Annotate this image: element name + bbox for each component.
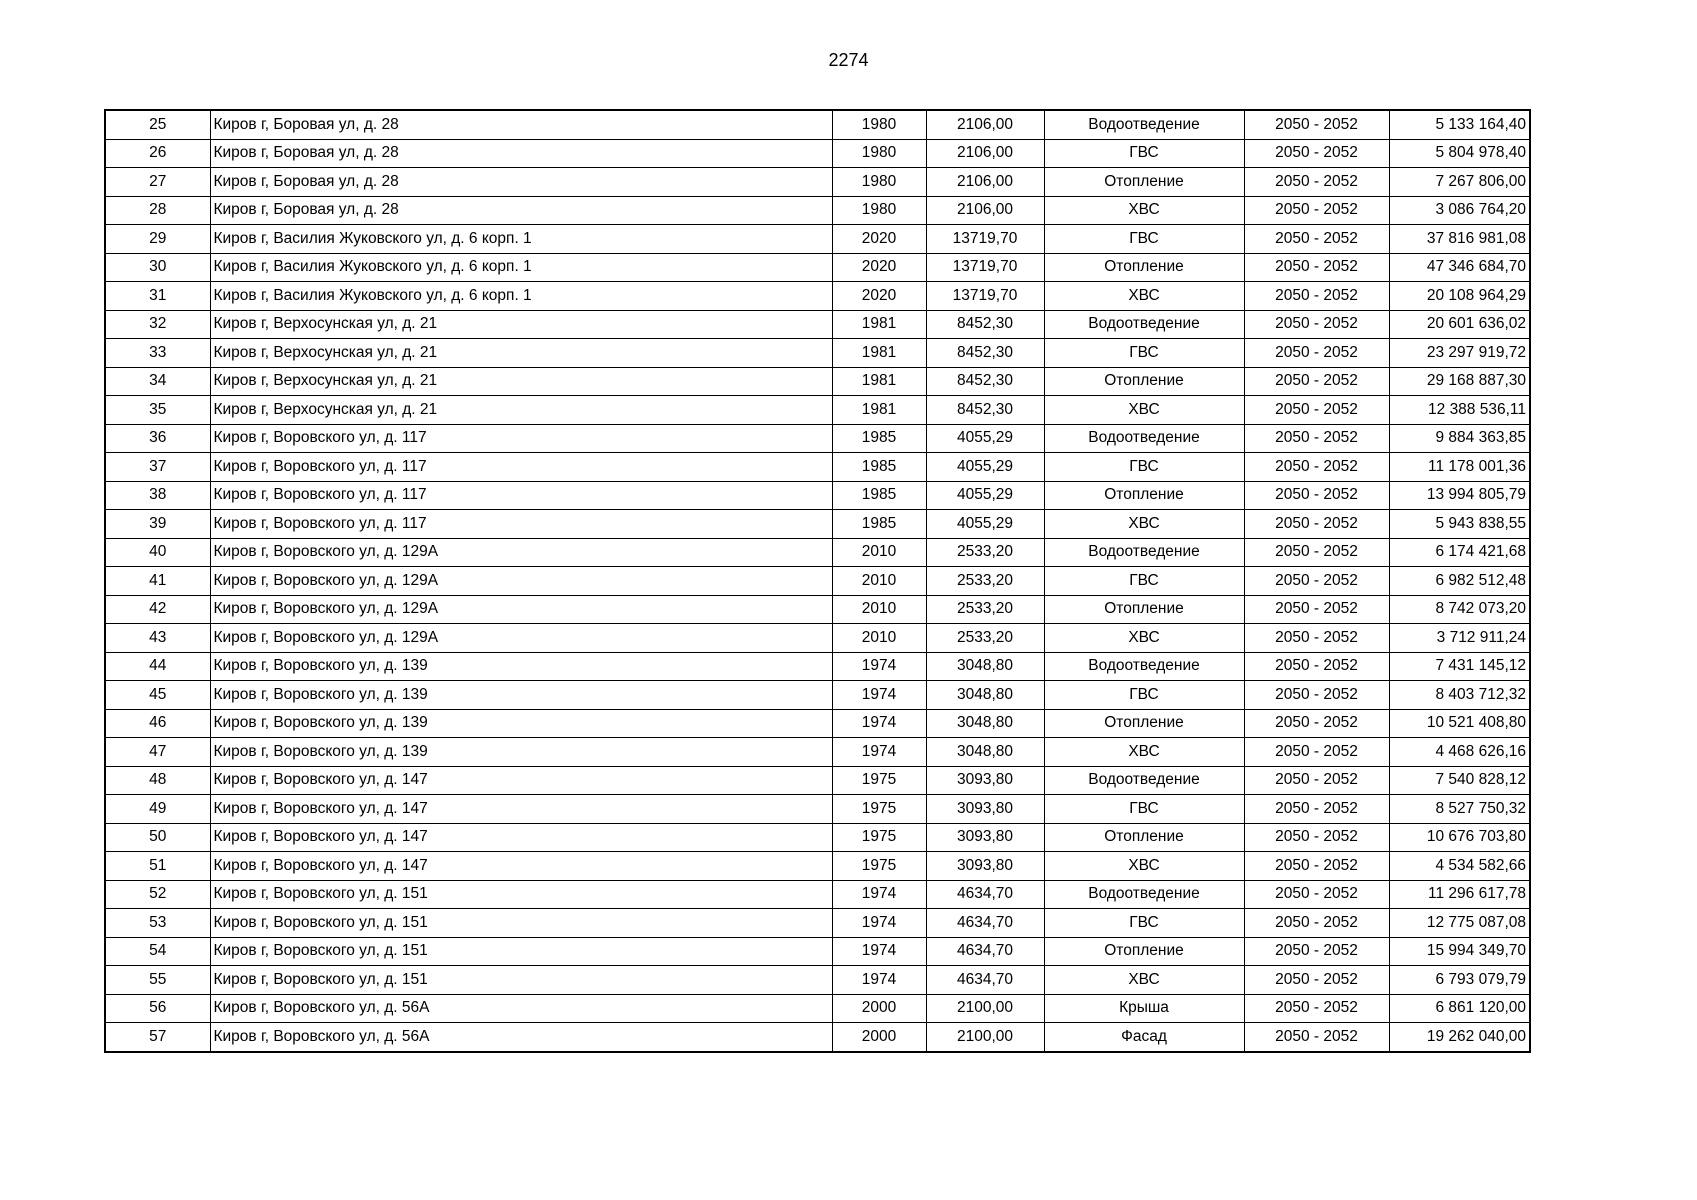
table-row bbox=[105, 1023, 1530, 1052]
period-cell: 2050 - 2052 bbox=[1244, 909, 1389, 938]
year-built-cell: 1980 bbox=[832, 110, 926, 139]
area-cell: 2106,00 bbox=[926, 168, 1044, 197]
period-cell: 2050 - 2052 bbox=[1244, 453, 1389, 482]
work-type-cell: Отопление bbox=[1044, 823, 1244, 852]
address-cell: Киров г, Воровского ул, д. 147 bbox=[210, 766, 832, 795]
year-built-cell: 2020 bbox=[832, 225, 926, 254]
area-cell: 4055,29 bbox=[926, 453, 1044, 482]
period-cell: 2050 - 2052 bbox=[1244, 396, 1389, 425]
work-type-cell: ГВС bbox=[1044, 339, 1244, 368]
work-type-cell: ГВС bbox=[1044, 453, 1244, 482]
address-cell: Киров г, Василия Жуковского ул, д. 6 корп. 1 bbox=[210, 253, 832, 282]
cost-cell: 12 388 536,11 bbox=[1389, 396, 1530, 425]
table-row bbox=[105, 823, 1530, 852]
page-number: 2274 bbox=[828, 50, 869, 70]
address-cell: Киров г, Воровского ул, д. 129А bbox=[210, 595, 832, 624]
table-row bbox=[105, 282, 1530, 311]
year-built-cell: 1981 bbox=[832, 367, 926, 396]
area-cell: 4055,29 bbox=[926, 510, 1044, 539]
table-row bbox=[105, 766, 1530, 795]
cost-cell: 10 521 408,80 bbox=[1389, 709, 1530, 738]
year-built-cell: 2000 bbox=[832, 994, 926, 1023]
work-type-cell: Водоотведение bbox=[1044, 880, 1244, 909]
period-cell: 2050 - 2052 bbox=[1244, 709, 1389, 738]
period-cell: 2050 - 2052 bbox=[1244, 766, 1389, 795]
area-cell: 3093,80 bbox=[926, 823, 1044, 852]
cost-cell: 23 297 919,72 bbox=[1389, 339, 1530, 368]
row-number-cell: 56 bbox=[105, 994, 210, 1023]
table-row bbox=[105, 909, 1530, 938]
address-cell: Киров г, Боровая ул, д. 28 bbox=[210, 110, 832, 139]
cost-cell: 20 601 636,02 bbox=[1389, 310, 1530, 339]
period-cell: 2050 - 2052 bbox=[1244, 652, 1389, 681]
work-type-cell: ГВС bbox=[1044, 139, 1244, 168]
address-cell: Киров г, Воровского ул, д. 117 bbox=[210, 510, 832, 539]
period-cell: 2050 - 2052 bbox=[1244, 282, 1389, 311]
period-cell: 2050 - 2052 bbox=[1244, 937, 1389, 966]
period-cell: 2050 - 2052 bbox=[1244, 253, 1389, 282]
table-row bbox=[105, 196, 1530, 225]
row-number-cell: 35 bbox=[105, 396, 210, 425]
year-built-cell: 1985 bbox=[832, 510, 926, 539]
row-number-cell: 38 bbox=[105, 481, 210, 510]
table-row bbox=[105, 139, 1530, 168]
address-cell: Киров г, Воровского ул, д. 129А bbox=[210, 538, 832, 567]
work-type-cell: ХВС bbox=[1044, 510, 1244, 539]
address-cell: Киров г, Воровского ул, д. 151 bbox=[210, 937, 832, 966]
area-cell: 2100,00 bbox=[926, 1023, 1044, 1052]
year-built-cell: 1980 bbox=[832, 168, 926, 197]
period-cell: 2050 - 2052 bbox=[1244, 994, 1389, 1023]
row-number-cell: 27 bbox=[105, 168, 210, 197]
work-type-cell: Отопление bbox=[1044, 937, 1244, 966]
year-built-cell: 1974 bbox=[832, 880, 926, 909]
address-cell: Киров г, Верхосунская ул, д. 21 bbox=[210, 367, 832, 396]
area-cell: 3048,80 bbox=[926, 681, 1044, 710]
row-number-cell: 41 bbox=[105, 567, 210, 596]
address-cell: Киров г, Верхосунская ул, д. 21 bbox=[210, 339, 832, 368]
row-number-cell: 37 bbox=[105, 453, 210, 482]
year-built-cell: 1975 bbox=[832, 766, 926, 795]
cost-cell: 29 168 887,30 bbox=[1389, 367, 1530, 396]
area-cell: 4634,70 bbox=[926, 966, 1044, 995]
area-cell: 2533,20 bbox=[926, 624, 1044, 653]
work-type-cell: Водоотведение bbox=[1044, 766, 1244, 795]
cost-cell: 20 108 964,29 bbox=[1389, 282, 1530, 311]
area-cell: 8452,30 bbox=[926, 310, 1044, 339]
area-cell: 8452,30 bbox=[926, 396, 1044, 425]
period-cell: 2050 - 2052 bbox=[1244, 880, 1389, 909]
work-type-cell: Отопление bbox=[1044, 253, 1244, 282]
cost-cell: 7 267 806,00 bbox=[1389, 168, 1530, 197]
cost-cell: 6 982 512,48 bbox=[1389, 567, 1530, 596]
work-type-cell: ГВС bbox=[1044, 909, 1244, 938]
period-cell: 2050 - 2052 bbox=[1244, 624, 1389, 653]
year-built-cell: 2010 bbox=[832, 595, 926, 624]
period-cell: 2050 - 2052 bbox=[1244, 310, 1389, 339]
cost-cell: 5 133 164,40 bbox=[1389, 110, 1530, 139]
cost-cell: 4 534 582,66 bbox=[1389, 852, 1530, 881]
table-row bbox=[105, 110, 1530, 139]
year-built-cell: 1985 bbox=[832, 481, 926, 510]
year-built-cell: 1980 bbox=[832, 196, 926, 225]
address-cell: Киров г, Воровского ул, д. 147 bbox=[210, 823, 832, 852]
cost-cell: 13 994 805,79 bbox=[1389, 481, 1530, 510]
area-cell: 4634,70 bbox=[926, 909, 1044, 938]
cost-cell: 9 884 363,85 bbox=[1389, 424, 1530, 453]
year-built-cell: 1974 bbox=[832, 652, 926, 681]
period-cell: 2050 - 2052 bbox=[1244, 567, 1389, 596]
address-cell: Киров г, Василия Жуковского ул, д. 6 корп. 1 bbox=[210, 225, 832, 254]
work-type-cell: Фасад bbox=[1044, 1023, 1244, 1052]
year-built-cell: 1985 bbox=[832, 453, 926, 482]
period-cell: 2050 - 2052 bbox=[1244, 225, 1389, 254]
area-cell: 3093,80 bbox=[926, 766, 1044, 795]
cost-cell: 3 086 764,20 bbox=[1389, 196, 1530, 225]
year-built-cell: 2010 bbox=[832, 538, 926, 567]
year-built-cell: 1974 bbox=[832, 937, 926, 966]
work-type-cell: Водоотведение bbox=[1044, 424, 1244, 453]
area-cell: 4634,70 bbox=[926, 880, 1044, 909]
period-cell: 2050 - 2052 bbox=[1244, 139, 1389, 168]
table-row bbox=[105, 852, 1530, 881]
year-built-cell: 1981 bbox=[832, 396, 926, 425]
row-number-cell: 52 bbox=[105, 880, 210, 909]
period-cell: 2050 - 2052 bbox=[1244, 196, 1389, 225]
area-cell: 3048,80 bbox=[926, 738, 1044, 767]
address-cell: Киров г, Боровая ул, д. 28 bbox=[210, 139, 832, 168]
table-row bbox=[105, 880, 1530, 909]
work-type-cell: ГВС bbox=[1044, 225, 1244, 254]
work-type-cell: Водоотведение bbox=[1044, 310, 1244, 339]
area-cell: 2106,00 bbox=[926, 196, 1044, 225]
area-cell: 13719,70 bbox=[926, 282, 1044, 311]
table-row bbox=[105, 738, 1530, 767]
year-built-cell: 1975 bbox=[832, 823, 926, 852]
row-number-cell: 33 bbox=[105, 339, 210, 368]
table-row bbox=[105, 253, 1530, 282]
area-cell: 2106,00 bbox=[926, 139, 1044, 168]
table-row bbox=[105, 567, 1530, 596]
repair-schedule-table bbox=[104, 109, 1531, 1053]
period-cell: 2050 - 2052 bbox=[1244, 681, 1389, 710]
row-number-cell: 36 bbox=[105, 424, 210, 453]
area-cell: 8452,30 bbox=[926, 339, 1044, 368]
row-number-cell: 30 bbox=[105, 253, 210, 282]
address-cell: Киров г, Воровского ул, д. 151 bbox=[210, 909, 832, 938]
area-cell: 4634,70 bbox=[926, 937, 1044, 966]
year-built-cell: 2010 bbox=[832, 567, 926, 596]
work-type-cell: Отопление bbox=[1044, 481, 1244, 510]
address-cell: Киров г, Воровского ул, д. 147 bbox=[210, 852, 832, 881]
cost-cell: 37 816 981,08 bbox=[1389, 225, 1530, 254]
address-cell: Киров г, Воровского ул, д. 129А bbox=[210, 624, 832, 653]
work-type-cell: ХВС bbox=[1044, 196, 1244, 225]
table-row bbox=[105, 538, 1530, 567]
work-type-cell: Отопление bbox=[1044, 595, 1244, 624]
cost-cell: 6 174 421,68 bbox=[1389, 538, 1530, 567]
area-cell: 3048,80 bbox=[926, 709, 1044, 738]
row-number-cell: 45 bbox=[105, 681, 210, 710]
table-row bbox=[105, 994, 1530, 1023]
year-built-cell: 1974 bbox=[832, 709, 926, 738]
address-cell: Киров г, Воровского ул, д. 129А bbox=[210, 567, 832, 596]
period-cell: 2050 - 2052 bbox=[1244, 823, 1389, 852]
cost-cell: 10 676 703,80 bbox=[1389, 823, 1530, 852]
period-cell: 2050 - 2052 bbox=[1244, 538, 1389, 567]
year-built-cell: 1974 bbox=[832, 909, 926, 938]
period-cell: 2050 - 2052 bbox=[1244, 1023, 1389, 1052]
table-row bbox=[105, 966, 1530, 995]
work-type-cell: Водоотведение bbox=[1044, 538, 1244, 567]
row-number-cell: 53 bbox=[105, 909, 210, 938]
cost-cell: 8 403 712,32 bbox=[1389, 681, 1530, 710]
cost-cell: 7 431 145,12 bbox=[1389, 652, 1530, 681]
work-type-cell: Водоотведение bbox=[1044, 110, 1244, 139]
work-type-cell: ГВС bbox=[1044, 567, 1244, 596]
table-row bbox=[105, 595, 1530, 624]
period-cell: 2050 - 2052 bbox=[1244, 339, 1389, 368]
year-built-cell: 2020 bbox=[832, 282, 926, 311]
table-row bbox=[105, 624, 1530, 653]
table-row bbox=[105, 453, 1530, 482]
address-cell: Киров г, Воровского ул, д. 56А bbox=[210, 994, 832, 1023]
period-cell: 2050 - 2052 bbox=[1244, 738, 1389, 767]
period-cell: 2050 - 2052 bbox=[1244, 110, 1389, 139]
work-type-cell: Отопление bbox=[1044, 709, 1244, 738]
work-type-cell: ХВС bbox=[1044, 396, 1244, 425]
row-number-cell: 26 bbox=[105, 139, 210, 168]
area-cell: 2106,00 bbox=[926, 110, 1044, 139]
table-row bbox=[105, 681, 1530, 710]
row-number-cell: 34 bbox=[105, 367, 210, 396]
area-cell: 2533,20 bbox=[926, 538, 1044, 567]
cost-cell: 8 527 750,32 bbox=[1389, 795, 1530, 824]
area-cell: 3093,80 bbox=[926, 852, 1044, 881]
period-cell: 2050 - 2052 bbox=[1244, 795, 1389, 824]
row-number-cell: 51 bbox=[105, 852, 210, 881]
table-row bbox=[105, 652, 1530, 681]
cost-cell: 11 296 617,78 bbox=[1389, 880, 1530, 909]
row-number-cell: 32 bbox=[105, 310, 210, 339]
year-built-cell: 2020 bbox=[832, 253, 926, 282]
year-built-cell: 1974 bbox=[832, 966, 926, 995]
cost-cell: 11 178 001,36 bbox=[1389, 453, 1530, 482]
address-cell: Киров г, Воровского ул, д. 151 bbox=[210, 966, 832, 995]
cost-cell: 15 994 349,70 bbox=[1389, 937, 1530, 966]
cost-cell: 12 775 087,08 bbox=[1389, 909, 1530, 938]
row-number-cell: 48 bbox=[105, 766, 210, 795]
address-cell: Киров г, Василия Жуковского ул, д. 6 корп. 1 bbox=[210, 282, 832, 311]
area-cell: 13719,70 bbox=[926, 253, 1044, 282]
address-cell: Киров г, Воровского ул, д. 139 bbox=[210, 681, 832, 710]
address-cell: Киров г, Боровая ул, д. 28 bbox=[210, 168, 832, 197]
area-cell: 4055,29 bbox=[926, 424, 1044, 453]
year-built-cell: 2000 bbox=[832, 1023, 926, 1052]
cost-cell: 3 712 911,24 bbox=[1389, 624, 1530, 653]
work-type-cell: Крыша bbox=[1044, 994, 1244, 1023]
row-number-cell: 50 bbox=[105, 823, 210, 852]
address-cell: Киров г, Воровского ул, д. 151 bbox=[210, 880, 832, 909]
year-built-cell: 1985 bbox=[832, 424, 926, 453]
address-cell: Киров г, Воровского ул, д. 117 bbox=[210, 424, 832, 453]
area-cell: 4055,29 bbox=[926, 481, 1044, 510]
area-cell: 3048,80 bbox=[926, 652, 1044, 681]
table-body bbox=[105, 110, 1530, 1052]
work-type-cell: ХВС bbox=[1044, 966, 1244, 995]
period-cell: 2050 - 2052 bbox=[1244, 510, 1389, 539]
area-cell: 2533,20 bbox=[926, 595, 1044, 624]
area-cell: 8452,30 bbox=[926, 367, 1044, 396]
row-number-cell: 39 bbox=[105, 510, 210, 539]
work-type-cell: Отопление bbox=[1044, 367, 1244, 396]
work-type-cell: Отопление bbox=[1044, 168, 1244, 197]
address-cell: Киров г, Воровского ул, д. 147 bbox=[210, 795, 832, 824]
row-number-cell: 49 bbox=[105, 795, 210, 824]
table-row bbox=[105, 339, 1530, 368]
work-type-cell: Водоотведение bbox=[1044, 652, 1244, 681]
table-row bbox=[105, 795, 1530, 824]
year-built-cell: 1974 bbox=[832, 738, 926, 767]
row-number-cell: 25 bbox=[105, 110, 210, 139]
area-cell: 3093,80 bbox=[926, 795, 1044, 824]
row-number-cell: 40 bbox=[105, 538, 210, 567]
area-cell: 13719,70 bbox=[926, 225, 1044, 254]
year-built-cell: 1975 bbox=[832, 795, 926, 824]
table-row bbox=[105, 310, 1530, 339]
table-row bbox=[105, 937, 1530, 966]
row-number-cell: 57 bbox=[105, 1023, 210, 1052]
year-built-cell: 1980 bbox=[832, 139, 926, 168]
cost-cell: 4 468 626,16 bbox=[1389, 738, 1530, 767]
table-row bbox=[105, 396, 1530, 425]
address-cell: Киров г, Верхосунская ул, д. 21 bbox=[210, 396, 832, 425]
period-cell: 2050 - 2052 bbox=[1244, 852, 1389, 881]
work-type-cell: ГВС bbox=[1044, 795, 1244, 824]
work-type-cell: ХВС bbox=[1044, 738, 1244, 767]
table-row bbox=[105, 168, 1530, 197]
table-row bbox=[105, 225, 1530, 254]
period-cell: 2050 - 2052 bbox=[1244, 424, 1389, 453]
cost-cell: 6 793 079,79 bbox=[1389, 966, 1530, 995]
work-type-cell: ХВС bbox=[1044, 282, 1244, 311]
cost-cell: 5 943 838,55 bbox=[1389, 510, 1530, 539]
cost-cell: 6 861 120,00 bbox=[1389, 994, 1530, 1023]
period-cell: 2050 - 2052 bbox=[1244, 595, 1389, 624]
year-built-cell: 1981 bbox=[832, 339, 926, 368]
work-type-cell: ХВС bbox=[1044, 624, 1244, 653]
period-cell: 2050 - 2052 bbox=[1244, 481, 1389, 510]
cost-cell: 8 742 073,20 bbox=[1389, 595, 1530, 624]
cost-cell: 7 540 828,12 bbox=[1389, 766, 1530, 795]
work-type-cell: ХВС bbox=[1044, 852, 1244, 881]
row-number-cell: 28 bbox=[105, 196, 210, 225]
table-row bbox=[105, 481, 1530, 510]
table-row bbox=[105, 709, 1530, 738]
row-number-cell: 54 bbox=[105, 937, 210, 966]
cost-cell: 19 262 040,00 bbox=[1389, 1023, 1530, 1052]
row-number-cell: 44 bbox=[105, 652, 210, 681]
address-cell: Киров г, Воровского ул, д. 139 bbox=[210, 709, 832, 738]
row-number-cell: 47 bbox=[105, 738, 210, 767]
area-cell: 2100,00 bbox=[926, 994, 1044, 1023]
period-cell: 2050 - 2052 bbox=[1244, 367, 1389, 396]
work-type-cell: ГВС bbox=[1044, 681, 1244, 710]
address-cell: Киров г, Боровая ул, д. 28 bbox=[210, 196, 832, 225]
row-number-cell: 31 bbox=[105, 282, 210, 311]
address-cell: Киров г, Воровского ул, д. 117 bbox=[210, 481, 832, 510]
address-cell: Киров г, Верхосунская ул, д. 21 bbox=[210, 310, 832, 339]
row-number-cell: 55 bbox=[105, 966, 210, 995]
year-built-cell: 1974 bbox=[832, 681, 926, 710]
row-number-cell: 29 bbox=[105, 225, 210, 254]
table-row bbox=[105, 510, 1530, 539]
address-cell: Киров г, Воровского ул, д. 56А bbox=[210, 1023, 832, 1052]
period-cell: 2050 - 2052 bbox=[1244, 966, 1389, 995]
address-cell: Киров г, Воровского ул, д. 139 bbox=[210, 652, 832, 681]
year-built-cell: 2010 bbox=[832, 624, 926, 653]
table-row bbox=[105, 367, 1530, 396]
row-number-cell: 46 bbox=[105, 709, 210, 738]
cost-cell: 5 804 978,40 bbox=[1389, 139, 1530, 168]
row-number-cell: 42 bbox=[105, 595, 210, 624]
year-built-cell: 1981 bbox=[832, 310, 926, 339]
address-cell: Киров г, Воровского ул, д. 117 bbox=[210, 453, 832, 482]
year-built-cell: 1975 bbox=[832, 852, 926, 881]
address-cell: Киров г, Воровского ул, д. 139 bbox=[210, 738, 832, 767]
row-number-cell: 43 bbox=[105, 624, 210, 653]
period-cell: 2050 - 2052 bbox=[1244, 168, 1389, 197]
cost-cell: 47 346 684,70 bbox=[1389, 253, 1530, 282]
area-cell: 2533,20 bbox=[926, 567, 1044, 596]
table-row bbox=[105, 424, 1530, 453]
